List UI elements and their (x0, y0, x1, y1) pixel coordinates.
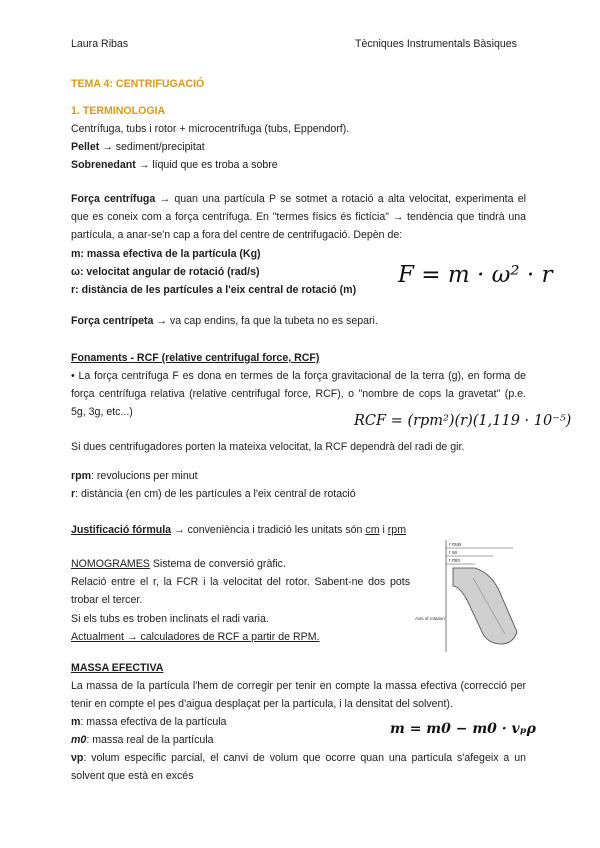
fonaments-line-1: • La força centrífuga F es dona en termes de la força gravitacional de la terra (g), en forma de (71, 370, 526, 382)
unit-cm: cm (365, 524, 380, 536)
forca-centripeta-term: Força centrípeta (71, 315, 154, 327)
formula-force: F = m · ω² · r (398, 262, 553, 288)
nomogrames-term: NOMOGRAMES (71, 558, 150, 570)
rpm-def: : revolucions per minut (91, 470, 198, 482)
massa-m-term: m (71, 716, 81, 728)
rpm-definition (71, 467, 526, 485)
sobrenedant-definition (71, 156, 526, 174)
justificacio-def: → conveniència i tradició les unitats són (171, 524, 366, 536)
massa-m-def: : massa efectiva de la partícula (80, 716, 227, 728)
rpm-term: rpm (71, 470, 92, 482)
nomogrames-line-5-text: Actualment → calculadores de RCF a partir de RPM. (71, 631, 320, 643)
forca-centrifuga-term: Força centrífuga (71, 193, 156, 205)
forca-centrifuga-line-2: que es coneix com a força centrífuga. En "termes físics és fictícia" → tendència que tindrà una (71, 211, 526, 223)
massa-line-2: tenir en compte el pes d'aigua desplaçat per la partícula, i la densitat del solvent). (71, 698, 453, 710)
nomogrames-line-1 (71, 555, 411, 573)
massa-vp-definition (71, 749, 526, 767)
sobrenedant-term: Sobrenedant (71, 159, 136, 171)
massa-vp-def: : volum específic parcial, el canvi de volum que ocorre quan una partícula s'afegeix a un (83, 752, 526, 764)
forca-centrifuga-line-3: partícula, a anar-se'n cap a fora del centre de centrifugació. Depèn de: (71, 229, 403, 241)
forca-centrifuga-line-1 (71, 190, 526, 208)
fonaments-line-2: força centrífuga relativa (relative centrifugal force, RCF), o "nombre de cops la gravetat" (p.e. (71, 388, 526, 400)
forca-centripeta (71, 312, 526, 330)
massa-last-line: solvent que està en excés (71, 770, 194, 782)
unit-rpm: rpm (387, 524, 407, 536)
variable-m-text: m: massa efectiva de la partícula (Kg) (71, 248, 261, 260)
massa-heading (71, 659, 526, 677)
tube-body (453, 568, 517, 644)
nomogrames-line-5 (71, 628, 319, 646)
massa-vp-term: νp (71, 752, 84, 764)
r-definition (71, 485, 526, 503)
variable-w-text: ω: velocitat angular de rotació (rad/s) (71, 266, 260, 278)
axis-label: Axis of rotation (415, 616, 445, 621)
formula-massa: m = m0 − m0 · vₚρ (390, 721, 536, 737)
fonaments-line-3: 5g, 3g, etc...) (71, 406, 133, 418)
rav-label: r av (449, 550, 458, 556)
pellet-definition (71, 138, 526, 156)
page-title: TEMA 4: CENTRIFUGACIÓ (71, 78, 205, 90)
justificacio-and: i (379, 524, 388, 536)
section-heading-terminologia: 1. TERMINOLOGIA (71, 105, 166, 117)
nomogrames-def: Sistema de conversió gràfic. (149, 558, 286, 570)
formula-rcf: RCF = (rpm²)(r)(1,119 · 10⁻⁵) (354, 413, 572, 429)
justificacio-term: Justificació fórmula (71, 524, 172, 536)
forca-centrifuga-def: → quan una partícula P se sotmet a rotació a alta velocitat, experimenta el (155, 193, 526, 205)
forca-centripeta-def: → va cap endins, fa que la tubeta no es separi. (153, 315, 378, 327)
pellet-term: Pellet (71, 141, 100, 153)
nomogrames-line-3: trobar el tercer. (71, 594, 143, 606)
massa-line-1: La massa de la partícula l'hem de corregir per tenir en compte la massa efectiva (correcció per (71, 680, 526, 692)
nomogrames-line-4: Si els tubs es troben inclinats el radi varia. (71, 613, 269, 625)
fonaments-line-4: Si dues centrifugadores porten la mateixa velocitat, la RCF dependrà del radi de gir. (71, 441, 465, 453)
rmin-label: r min (449, 558, 461, 564)
rotor-tube-figure (413, 540, 531, 652)
nomogrames-line-2: Relació entre el r, la FCR i la velocitat del rotor. Sabent-ne dos pots (71, 576, 410, 588)
justificacio-line (71, 521, 526, 539)
variable-r-text: r: distància de les partícules a l'eix central de rotació (m) (71, 284, 357, 296)
r-def: : distància (en cm) de les partícules a l'eix central de rotació (75, 488, 356, 500)
fonaments-heading-text: Fonaments - RCF (relative centrifugal force, RCF) (71, 352, 320, 364)
pellet-def: → sediment/precipitat (99, 141, 205, 153)
variable-m (71, 245, 526, 263)
terminologia-line: Centrífuga, tubs i rotor + microcentrífuga (tubs, Eppendorf). (71, 123, 350, 135)
massa-m0-def: : massa real de la partícula (86, 734, 214, 746)
rmax-label: r max (449, 542, 462, 548)
massa-m0-term: m0 (71, 734, 87, 746)
fonaments-heading (71, 349, 526, 367)
r-term: r (71, 488, 76, 500)
sobrenedant-def: → líquid que es troba a sobre (135, 159, 278, 171)
header-course: Tècniques Instrumentals Bàsiques (355, 38, 517, 50)
massa-heading-text: MASSA EFECTIVA (71, 662, 164, 674)
header-author: Laura Ribas (71, 38, 129, 50)
